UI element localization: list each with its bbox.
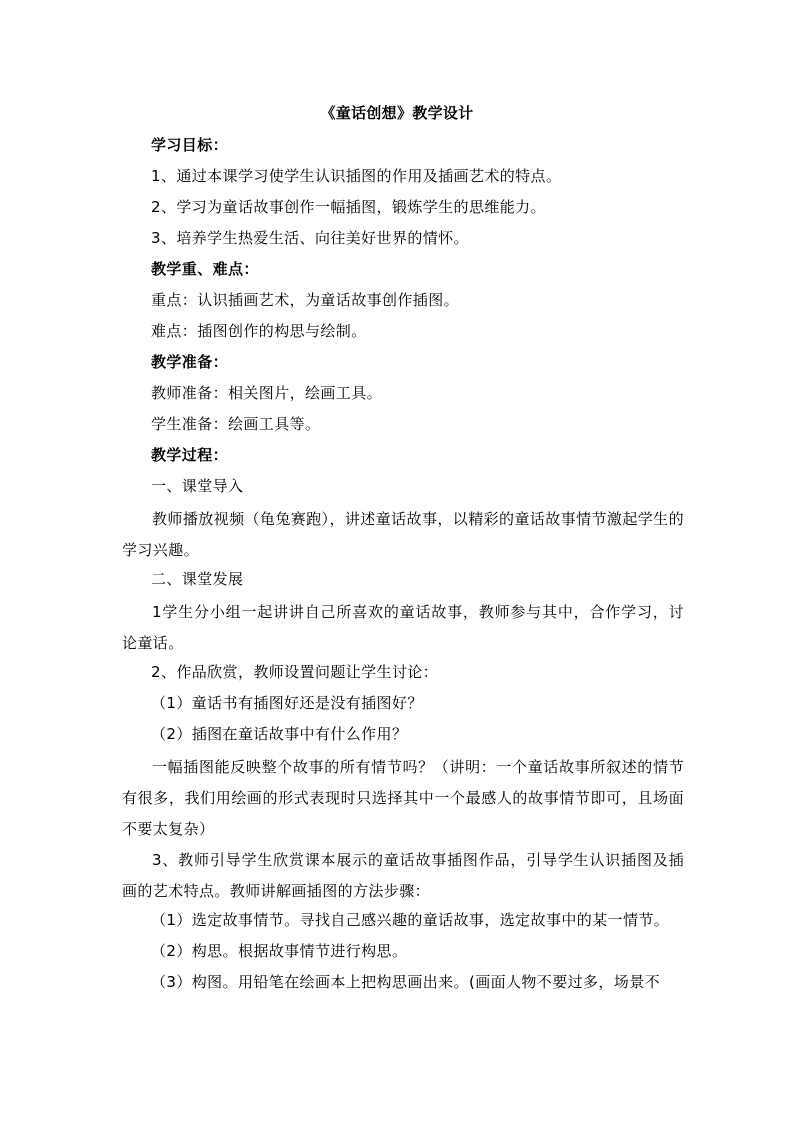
explanation: 一幅插图能反映整个故事的所有情节吗？（讲明：一个童话故事所叙述的情节有很多，我们用绘画的形式表现时只选择其中一个最感人的故事情节即可，且场面不要太复杂） [122, 758, 684, 838]
process-heading: 教学过程： [151, 446, 229, 464]
goal-1: 1、通过本课学习使学生认识插图的作用及插画艺术的特点。 [151, 167, 562, 185]
question-1: （1）童话书有插图好还是没有插图好？ [151, 694, 423, 712]
goals-heading: 学习目标： [151, 136, 229, 154]
goal-3: 3、培养学生热爱生活、向往美好世界的情怀。 [151, 229, 469, 247]
question-2: （2）插图在童话故事中有什么作用？ [151, 725, 408, 743]
document-title: 《童话创想》教学设计 [320, 104, 474, 122]
method-1: （1）选定故事情节。寻找自己感兴趣的童话故事，选定故事中的某一情节。 [151, 911, 670, 929]
step-2-item-3: 3、教师引导学生欣赏课本展示的童话故事插图作品，引导学生认识插图及插画的艺术特点。教师讲解画插图的方法步骤： [122, 851, 684, 900]
prep-heading: 教学准备： [151, 353, 229, 371]
goal-2: 2、学习为童话故事创作一幅插图，锻炼学生的思维能力。 [151, 198, 546, 216]
step-2-title: 二、课堂发展 [151, 570, 244, 588]
difficult-point: 难点：插图创作的构思与绘制。 [151, 322, 367, 340]
student-prep: 学生准备：绘画工具等。 [151, 415, 321, 433]
key-heading: 教学重、难点： [151, 260, 259, 278]
step-2-item-1: 1学生分小组一起讲讲自己所喜欢的童话故事，教师参与其中，合作学习，讨论童话。 [122, 603, 684, 652]
step-1-title: 一、课堂导入 [151, 477, 244, 495]
method-3: （3）构图。用铅笔在绘画本上把构思画出来。(画面人物不要过多，场景不 [151, 973, 660, 991]
teacher-prep: 教师准备：相关图片，绘画工具。 [151, 384, 383, 402]
key-point: 重点：认识插画艺术，为童话故事创作插图。 [151, 291, 460, 309]
method-2: （2）构思。根据故事情节进行构思。 [151, 942, 408, 960]
step-2-item-2: 2、作品欣赏，教师设置问题让学生讨论： [151, 663, 439, 681]
step-1-text: 教师播放视频（龟兔赛跑），讲述童话故事，以精彩的童话故事情节激起学生的学习兴趣。 [122, 510, 684, 559]
